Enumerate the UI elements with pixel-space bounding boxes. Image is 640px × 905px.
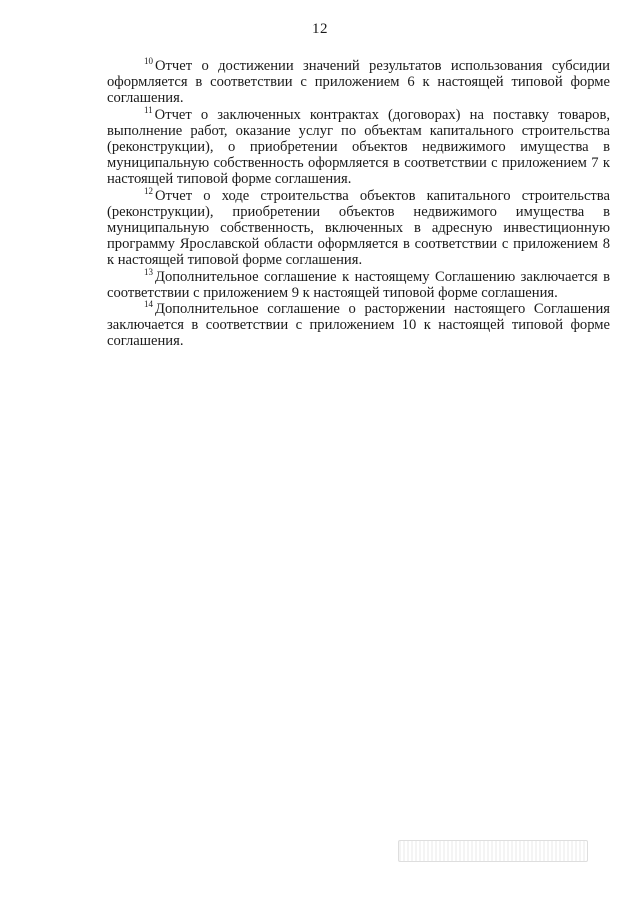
footnote-mark: 13 [144,266,153,277]
footnote-text: Отчет о заключенных контрактах (договорах) на поставку товаров, выполнение работ, оказание услуг по объектам капитального строительства (реконструкции), о приобретении объектов недвижимого имущества в муниципальную собственность оформляется в соответствии с приложением 7 к настоящей типовой форме соглашения. [107,106,610,188]
page-number: 12 [312,21,328,37]
footnote-mark: 11 [144,104,153,115]
footnote-text: Отчет о достижении значений результатов использования субсидии оформляется в соответствии с приложением 6 к настоящей типовой форме соглашения. [107,58,610,107]
footnote-text: Отчет о ходе строительства объектов капитального строительства (реконструкции), приобретении объектов недвижимого имущества в муниципальную собственность, включенных в адресную инвестиционную программу Ярославской области оформляется в соответствии с приложением 8 к настоящей типовой форме соглашения. [107,187,610,269]
footnote-14 [107,301,610,350]
faint-stamp-mark [398,840,588,862]
footnotes-section [107,58,610,350]
footnote-13 [107,266,610,301]
footnote-12 [107,185,610,269]
footnote-mark: 14 [144,299,153,310]
footnote-mark: 12 [144,185,153,196]
footnote-text: Дополнительное соглашение о расторжении настоящего Соглашения заключается в соответствии с приложением 10 к настоящей типовой форме соглашения. [107,301,610,350]
footnote-11 [107,104,610,188]
footnote-mark: 10 [144,56,153,66]
footnote-text: Дополнительное соглашение к настоящему Соглашению заключается в соответствии с приложением 9 к настоящей типовой форме соглашения. [107,268,610,301]
footnote-10 [107,58,610,107]
